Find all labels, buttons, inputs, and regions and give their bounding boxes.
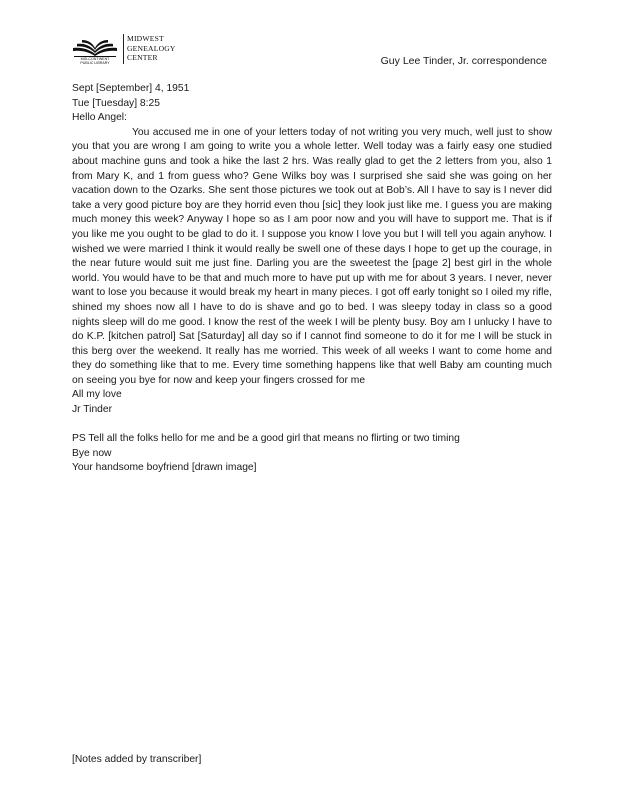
letter-salutation: Hello Angel: — [72, 112, 127, 124]
letter-postscript: PS Tell all the folks hello for me and be a good girl that means no flirting or two timing — [72, 433, 460, 445]
logo-name-line1: MIDWEST — [127, 34, 164, 43]
logo-name-line2: GENEALOGY — [127, 43, 176, 53]
logo-subtitle — [71, 57, 119, 65]
letter-transcription — [72, 82, 552, 476]
letter-signature: Jr Tinder — [72, 404, 113, 416]
letter-body: You accused me in one of your letters today of not writing you very much, well just to show you that you are wrong I am going to write you a whole letter. Well today was a fairly easy one studied about machine guns and took a hike the last 2 hrs. Was really glad to get the 2 letters from you, also 1 from Mary K, and 1 from guess who? Gene Wilks boy was I surprised she said she was going on her vacation down to the Ozarks. She sent those pictures we took out at Bob’s. All I have to say is I never did take a very good picture boy are they horrid even thou [sic] they look just like me. I guess you are making much money this week? Anyway I hope so as I am poor now and you will have to support me. That is if you like me you ought to be glad to do it. I suppose you know I love you but I will tell you again anyhow. I wished we were married I think it would really be swell one of these days I hope to get up the courage, in the near future would suit me just fine. Darling you are the sweetest the [page 2] best girl in the whole world. You would have to be that and much more to have put up with me for about 3 years. I never, never want to lose you because it would break my heart in many pieces. I got off early tonight so I oiled my rifle, shined my shoes now all I have to do is shave and go to bed. I was sleepy today in class so a good nights sleep will do me good. I know the rest of the week I will be plenty busy. Boy am I unlucky I have to do K.P. [kitchen patrol] Sat [Saturday] all day so if I cannot find someone to do it for me I will be stuck in this berg over the weekend. It really has me worried. This week of all weeks I want to come home and they do something like that to me. Every time something happens like that well Baby am counting much on seeing you bye for now and keep your fingers crossed for me — [72, 126, 552, 386]
letter-date: Sept [September] 4, 1951 — [72, 83, 190, 94]
letter-signoff: Your handsome boyfriend [drawn image] — [72, 462, 257, 474]
letter-bye: Bye now — [72, 447, 112, 459]
logo-sub-line1: MID-CONTINENT — [80, 57, 110, 61]
letter-day-time: Tue [Tuesday] 8:25 — [72, 97, 160, 109]
logo-divider — [123, 34, 124, 64]
collection-title: Guy Lee Tinder, Jr. correspondence — [380, 55, 547, 67]
letter-closing: All my love — [72, 389, 122, 401]
spacer — [72, 418, 552, 433]
midwest-genealogy-center-logo — [71, 34, 196, 64]
logo-sub-line2: PUBLIC LIBRARY — [80, 61, 110, 65]
logo-wordmark — [127, 34, 176, 63]
transcriber-note: [Notes added by transcriber] — [72, 754, 202, 765]
logo-name-line3: CENTER — [127, 53, 158, 62]
